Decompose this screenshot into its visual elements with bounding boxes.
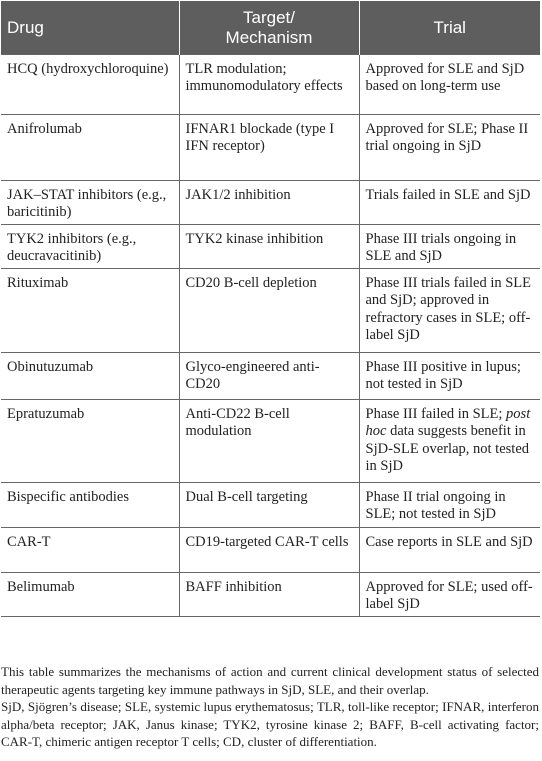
trial-cell: Phase III trials failed in SLE and SjD; approved in refractory cases in SLE; off-label SjD [359, 269, 540, 353]
therapeutics-table [1, 1, 540, 617]
target-cell: IFNAR1 blockade (type I IFN receptor) [179, 115, 359, 181]
target-cell: TLR modulation; immunomodulatory effects [179, 55, 359, 115]
footnote-abbreviations: SjD, Sjögren’s disease; SLE, systemic lupus erythematosus; TLR, toll-like receptor; IFNAR, interferon alpha/beta receptor; JAK, Janus kinase; TYK2, tyrosine kinase 2; BAFF, B-cell activating factor; CAR-T, chimeric antigen receptor T cells; CD, cluster of differentiation. [1, 699, 539, 749]
table-row [1, 115, 540, 181]
table-row [1, 269, 540, 353]
drug-cell: Epratuzumab [1, 400, 179, 483]
trial-cell: Trials failed in SLE and SjD [359, 181, 540, 225]
trial-text-italic: post hoc [365, 406, 531, 440]
target-cell: CD20 B-cell depletion [179, 269, 359, 353]
drug-cell: Bispecific antibodies [1, 483, 179, 528]
trial-text-pre: Phase III failed in SLE; [365, 406, 507, 422]
table-row [1, 55, 540, 115]
target-cell: Anti-CD22 B-cell modulation [179, 400, 359, 483]
trial-cell [359, 400, 540, 483]
trial-cell: Case reports in SLE and SjD [359, 528, 540, 573]
target-cell: JAK1/2 inhibition [179, 181, 359, 225]
header-target-line2: Mechanism [225, 27, 313, 47]
header-target-line1: Target/ [243, 7, 295, 27]
drug-cell: Rituximab [1, 269, 179, 353]
header-drug: Drug [1, 1, 179, 55]
header-target [179, 1, 359, 55]
trial-cell: Approved for SLE; used off-label SjD [359, 573, 540, 617]
table-row [1, 353, 540, 400]
trial-text-post: data suggests benefit in SjD-SLE overlap, not tested in SjD [365, 423, 530, 474]
drug-cell: Anifrolumab [1, 115, 179, 181]
header-trial: Trial [359, 1, 540, 55]
trial-cell: Phase II trial ongoing in SLE; not tested in SjD [359, 483, 540, 528]
footnote-summary: This table summarizes the mechanisms of action and current clinical development status of selected therapeutic agents targeting key immune pathways in SjD, SLE, and their overlap. [1, 664, 539, 697]
trial-cell: Phase III trials ongoing in SLE and SjD [359, 225, 540, 269]
drug-cell: HCQ (hydroxychloroquine) [1, 55, 179, 115]
target-cell: BAFF inhibition [179, 573, 359, 617]
drug-cell: CAR-T [1, 528, 179, 573]
trial-cell: Phase III positive in lupus; not tested in SjD [359, 353, 540, 400]
table-footnote [1, 663, 539, 751]
header-row [1, 1, 540, 55]
trial-cell: Approved for SLE and SjD based on long-term use [359, 55, 540, 115]
target-cell: Dual B-cell targeting [179, 483, 359, 528]
target-cell: TYK2 kinase inhibition [179, 225, 359, 269]
table-row [1, 483, 540, 528]
table-container [1, 1, 540, 617]
table-row [1, 181, 540, 225]
target-cell: CD19-targeted CAR-T cells [179, 528, 359, 573]
table-row [1, 400, 540, 483]
drug-cell: JAK–STAT inhibitors (e.g., baricitinib) [1, 181, 179, 225]
drug-cell: TYK2 inhibitors (e.g., deucravacitinib) [1, 225, 179, 269]
table-row [1, 225, 540, 269]
drug-cell: Belimumab [1, 573, 179, 617]
table-row [1, 573, 540, 617]
drug-cell: Obinutuzumab [1, 353, 179, 400]
trial-cell: Approved for SLE; Phase II trial ongoing in SjD [359, 115, 540, 181]
table-row [1, 528, 540, 573]
target-cell: Glyco-engineered anti-CD20 [179, 353, 359, 400]
